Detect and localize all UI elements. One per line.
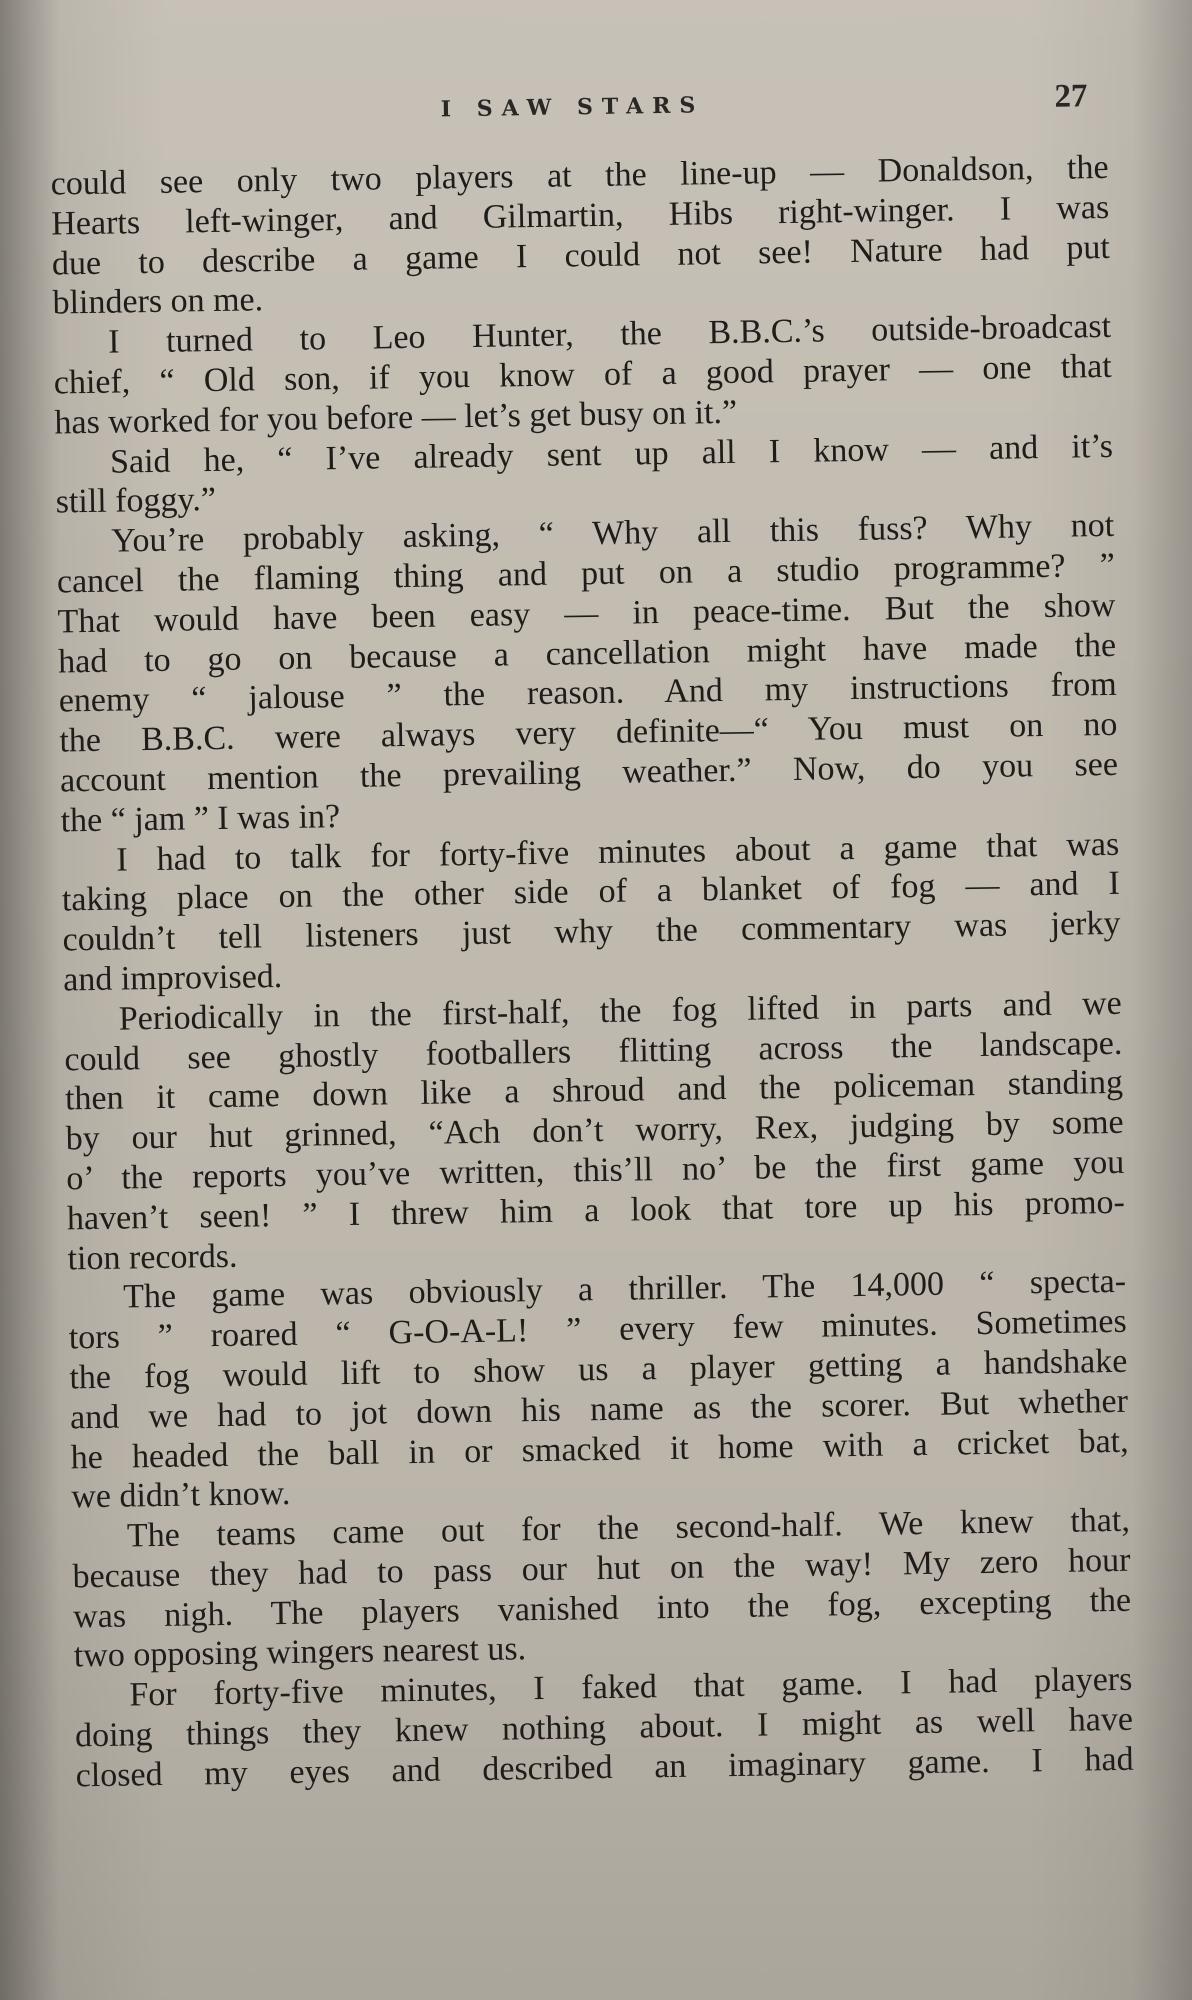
text-line: enemy “ jalouse ” the reason. And my instructions from [58,666,1117,720]
text-line: the fog would lift to show us a player getting a handshake [69,1342,1128,1397]
running-head [57,78,1088,138]
text-line: The teams came out for the second-half. We knew that, [126,1501,1131,1555]
text-line: chief, “ Old son, if you know of a good prayer — one that [53,347,1112,402]
text-line: tion records. [67,1237,238,1277]
running-head-title: I SAW STARS [440,92,705,123]
paragraph [64,984,1126,1279]
text-line: For forty-five minutes, I faked that game. I had players [129,1661,1133,1714]
text-line: due to describe a game I could not see! Nature had put [51,228,1111,283]
paragraph [56,506,1119,841]
text-line: doing things they knew nothing about. I might as well have [74,1700,1134,1755]
body-text [50,148,1133,1796]
text-line: couldn’t tell listeners just why the commentary was jerky [62,904,1121,959]
text-line: closed my eyes and described an imaginary game. I had [75,1740,1134,1795]
paragraph [74,1660,1134,1796]
text-line: could see ghostly footballers flitting across the landscape. [64,1024,1123,1078]
text-line: the “ jam ” I was in? [60,797,341,840]
text-line: had to go on because a cancellation might have made the [57,626,1117,681]
text-line: That would have been easy — in peace-time. But the show [57,586,1116,641]
text-line: because they had to pass our hut on the way! My zero hour [72,1541,1131,1596]
text-line: two opposing wingers nearest us. [73,1630,527,1675]
paragraph [72,1501,1132,1677]
text-line: blinders on me. [52,281,264,322]
text-line: and we had to jot down his name as the scorer. But whether [69,1382,1129,1437]
text-line: and improvised. [62,957,283,999]
text-line: Periodically in the first-half, the fog lifted in parts and we [118,984,1122,1038]
text-line: he headed the ball in or smacked it home with a cricket bat, [70,1422,1129,1476]
paragraph [53,307,1113,443]
page-number: 27 [1054,78,1088,115]
text-line: Hearts left-winger, and Gilmartin, Hibs right-winger. I was [51,188,1110,243]
text-line: was nigh. The players vanished into the fog, excepting the [72,1581,1132,1636]
text-line: the B.B.C. were always very definite—“ You must on no [59,706,1118,760]
text-line: I turned to Leo Hunter, the B.B.C.’s outside-broadcast [107,308,1112,361]
text-line: cancel the flaming thing and put on a studio programme? ” [56,546,1116,601]
text-line: by our hut grinned, “Ach don’t worry, Rex, judging by some [65,1103,1124,1158]
book-page [16,0,1187,2000]
text-line: taking place on the other side of a blanket of fog — and I [61,865,1121,919]
text-line: The game was obviously a thriller. The 14,000 “ specta- [122,1263,1127,1316]
paragraph [68,1262,1130,1517]
text-line: haven’t seen! ” I threw him a look that tore up his promo- [66,1183,1126,1238]
text-line: I had to talk for forty-five minutes about a game that was [116,825,1120,879]
text-line: Said he, “ I’ve already sent up all I know — and it’s [109,427,1114,481]
text-line: could see only two players at the line-up — Donaldson, the [50,148,1109,203]
text-line: has worked for you before — let’s get busy on it.” [54,393,738,442]
paragraph [50,148,1110,324]
text-line: account mention the prevailing weather.” Now, do you see [59,745,1119,800]
text-line: we didn’t know. [71,1475,291,1516]
paragraph [61,824,1121,1000]
text-line: still foggy.” [55,481,217,521]
text-line: tors ” roared “ G-O-A-L! ” every few minutes. Sometimes [68,1302,1127,1357]
text-line: You’re probably asking, “ Why all this fuss? Why not [111,507,1115,560]
text-line: then it came down like a shroud and the policeman standing [64,1064,1124,1118]
text-line: o’ the reports you’ve written, this’ll no’ be the first game you [66,1143,1125,1198]
